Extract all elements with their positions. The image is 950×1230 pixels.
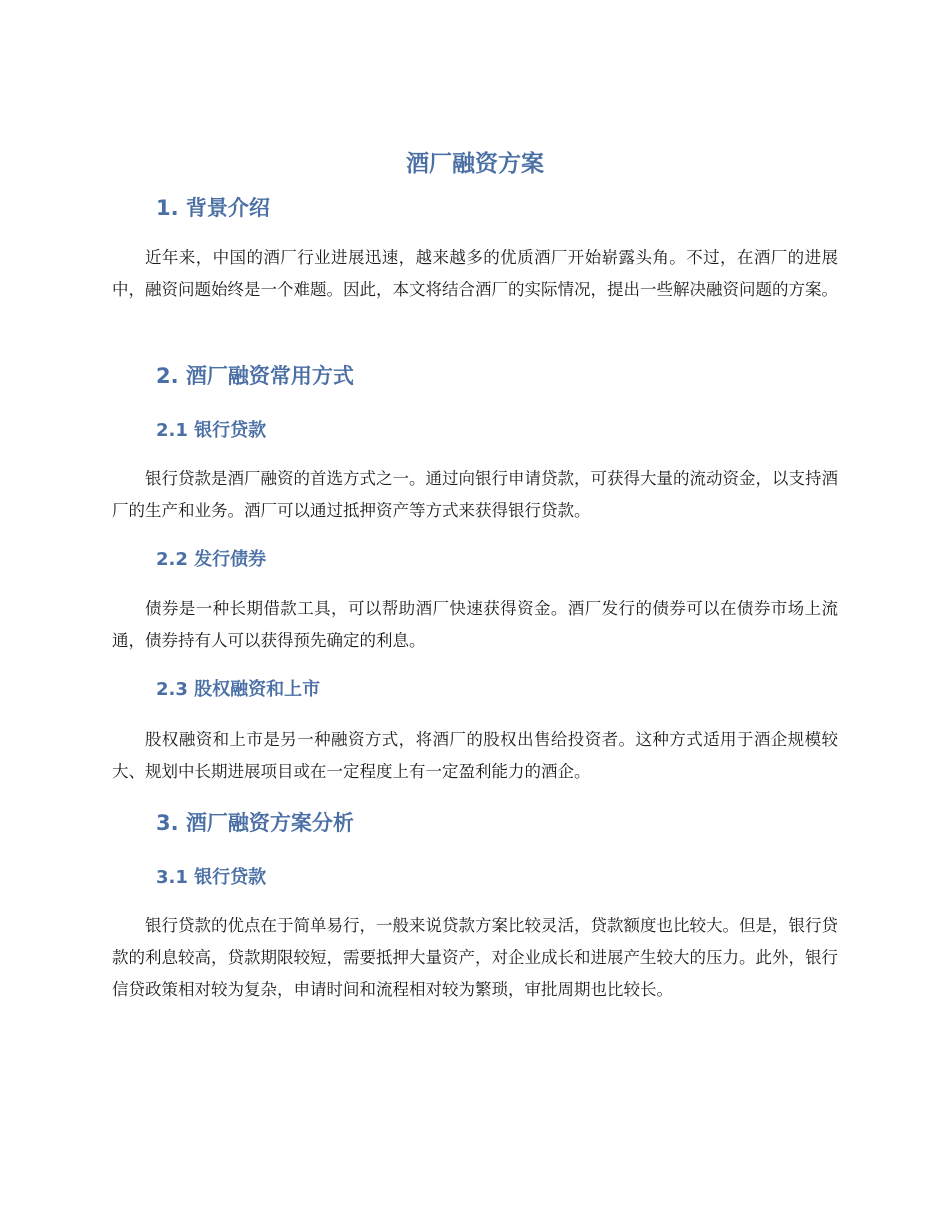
paragraph-equity: 股权融资和上市是另一种融资方式，将酒厂的股权出售给投资者。这种方式适用于酒企规模较大、规划中长期进展项目或在一定程度上有一定盈利能力的酒企。 [112, 730, 838, 781]
section-heading-background: 1. 背景介绍 [156, 196, 270, 220]
subsection-heading-bank-loan-analysis: 3.1 银行贷款 [156, 867, 267, 888]
subsection-heading-bonds: 2.2 发行债券 [156, 549, 267, 570]
document-title: 酒厂融资方案 [406, 151, 544, 177]
subsection-heading-bank-loan: 2.1 银行贷款 [156, 420, 267, 441]
paragraph-bank-loan-analysis: 银行贷款的优点在于简单易行，一般来说贷款方案比较灵活，贷款额度也比较大。但是，银行贷款的利息较高，贷款期限较短，需要抵押大量资产，对企业成长和进展产生较大的压力。此外，银行信贷政策相对较为复杂，申请时间和流程相对较为繁琐，审批周期也比较长。 [112, 916, 838, 999]
section-heading-common-methods: 2. 酒厂融资常用方式 [156, 364, 354, 388]
paragraph-bank-loan: 银行贷款是酒厂融资的首选方式之一。通过向银行申请贷款，可获得大量的流动资金，以支持酒厂的生产和业务。酒厂可以通过抵押资产等方式来获得银行贷款。 [112, 469, 838, 520]
subsection-heading-equity: 2.3 股权融资和上市 [156, 679, 321, 700]
paragraph-bonds: 债券是一种长期借款工具，可以帮助酒厂快速获得资金。酒厂发行的债券可以在债券市场上流通，债券持有人可以获得预先确定的利息。 [112, 599, 838, 650]
section-heading-analysis: 3. 酒厂融资方案分析 [156, 811, 354, 835]
paragraph-background: 近年来，中国的酒厂行业进展迅速，越来越多的优质酒厂开始崭露头角。不过，在酒厂的进展中，融资问题始终是一个难题。因此，本文将结合酒厂的实际情况，提出一些解决融资问题的方案。 [112, 248, 838, 299]
